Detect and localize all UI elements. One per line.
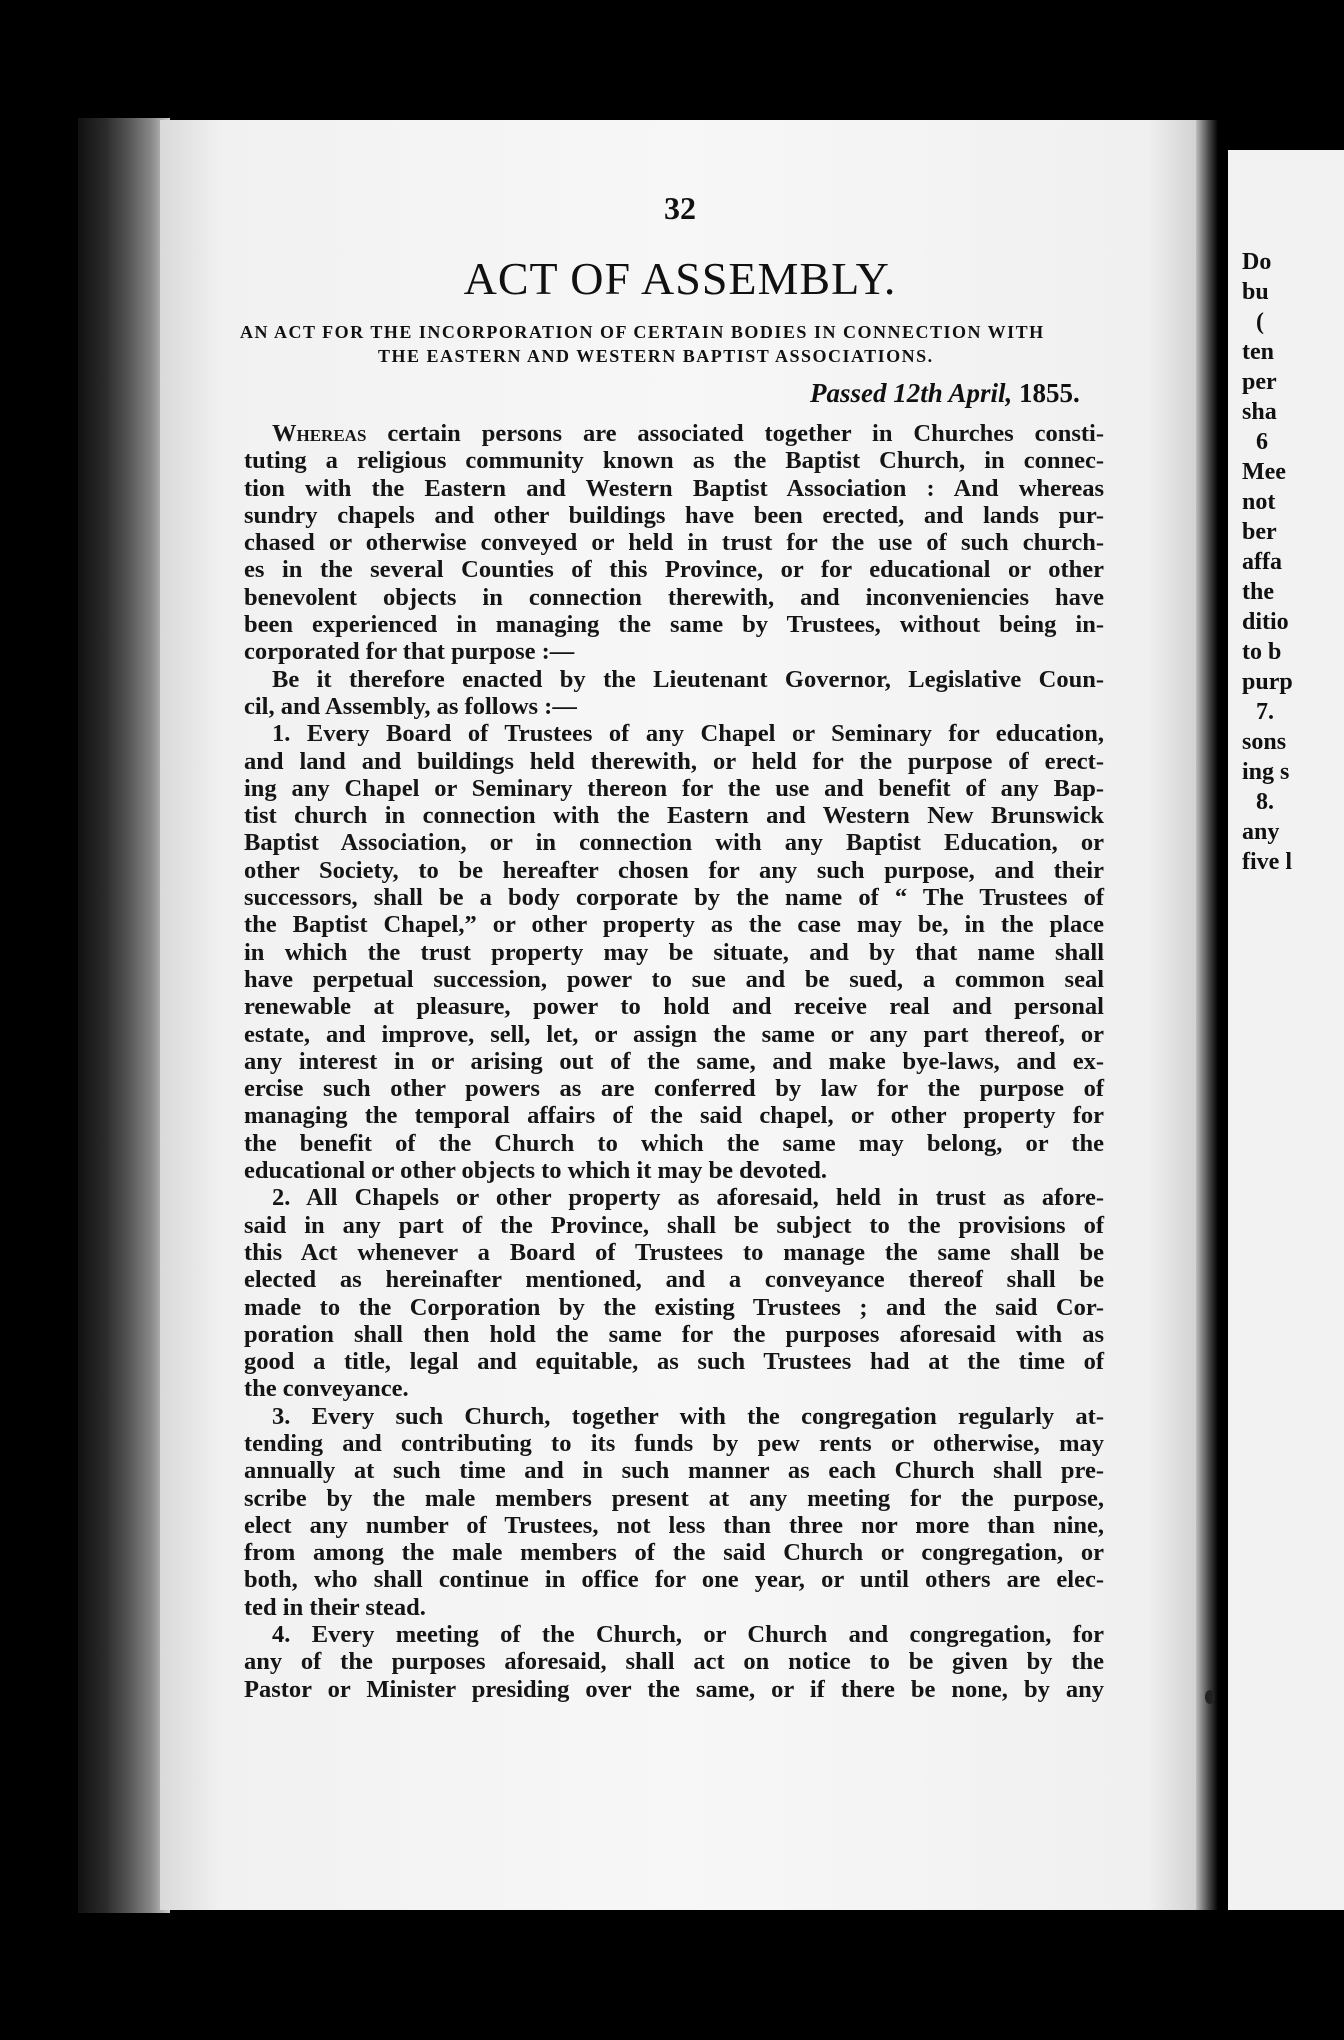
body-line: poration shall then hold the same for the purposes aforesaid with as bbox=[244, 1320, 1104, 1348]
body-line: tuting a religious community known as the Baptist Church, in connec- bbox=[244, 447, 1104, 475]
facing-page-line: purp bbox=[1242, 669, 1293, 695]
body-line: es in the several Counties of this Province, or for educational or other bbox=[244, 556, 1104, 584]
facing-page-line: the bbox=[1242, 579, 1274, 605]
body-line: renewable at pleasure, power to hold and receive real and personal bbox=[244, 993, 1104, 1021]
body-line: Pastor or Minister presiding over the same, or if there be none, by any bbox=[244, 1675, 1104, 1703]
body-line: the Baptist Chapel,” or other property as the case may be, in the place bbox=[244, 911, 1104, 939]
act-subtitle-line-2: THE EASTERN AND WESTERN BAPTIST ASSOCIATIONS. bbox=[378, 346, 934, 366]
body-line: both, who shall continue in office for one year, or until others are elec- bbox=[244, 1566, 1104, 1594]
facing-page-fragment bbox=[1228, 150, 1344, 1910]
act-body-text bbox=[244, 420, 1104, 1703]
page-gutter-shadow bbox=[1196, 120, 1218, 1910]
body-line: elect any number of Trustees, not less than three nor more than nine, bbox=[244, 1511, 1104, 1539]
facing-page-line: affa bbox=[1242, 549, 1282, 575]
facing-page-line: bu bbox=[1242, 279, 1269, 305]
body-line: successors, shall be a body corporate by the name of “ The Trustees of bbox=[244, 884, 1104, 912]
passed-date bbox=[810, 378, 1080, 409]
body-line: estate, and improve, sell, let, or assign the same or any part thereof, or bbox=[244, 1020, 1104, 1048]
body-line: 3. Every such Church, together with the congregation regularly at- bbox=[272, 1402, 1104, 1430]
body-line: and land and buildings held therewith, or held for the purpose of erect- bbox=[244, 747, 1104, 775]
body-line: any of the purposes aforesaid, shall act on notice to be given by the bbox=[244, 1648, 1104, 1676]
facing-page-line: to b bbox=[1242, 639, 1282, 665]
body-line: tion with the Eastern and Western Baptist Association : And whereas bbox=[244, 474, 1104, 502]
passed-date-label: Passed 12th April, bbox=[810, 378, 1013, 408]
body-line: in which the trust property may be situate, and by that name shall bbox=[244, 938, 1104, 966]
ink-speck bbox=[1205, 1690, 1215, 1704]
body-line: educational or other objects to which it may be devoted. bbox=[244, 1157, 827, 1185]
body-line: sundry chapels and other buildings have been erected, and lands pur- bbox=[244, 501, 1104, 529]
facing-page-line: Mee bbox=[1242, 459, 1286, 485]
facing-page-line: 6 bbox=[1256, 429, 1268, 455]
body-line: other Society, to be hereafter chosen for any such purpose, and their bbox=[244, 856, 1104, 884]
body-line: the conveyance. bbox=[244, 1375, 409, 1403]
passed-date-year: 1855. bbox=[1019, 378, 1080, 408]
body-line: said in any part of the Province, shall be subject to the provisions of bbox=[244, 1211, 1104, 1239]
body-line: good a title, legal and equitable, as such Trustees had at the time of bbox=[244, 1348, 1104, 1376]
facing-page-line: sons bbox=[1242, 729, 1287, 755]
facing-page-line: not bbox=[1242, 489, 1276, 515]
body-line: ing any Chapel or Seminary thereon for the use and benefit of any Bap- bbox=[244, 774, 1104, 802]
body-line: tending and contributing to its funds by pew rents or otherwise, may bbox=[244, 1429, 1104, 1457]
body-line: scribe by the male members present at any meeting for the purpose, bbox=[244, 1484, 1104, 1512]
body-line: annually at such time and in such manner as each Church shall pre- bbox=[244, 1457, 1104, 1485]
facing-page-line: five l bbox=[1242, 849, 1292, 875]
body-line: elected as hereinafter mentioned, and a conveyance thereof shall be bbox=[244, 1266, 1104, 1294]
body-line: been experienced in managing the same by Trustees, without being in- bbox=[244, 611, 1104, 639]
body-line: cil, and Assembly, as follows :— bbox=[244, 692, 577, 720]
body-line: Baptist Association, or in connection with any Baptist Education, or bbox=[244, 829, 1104, 857]
body-line: ercise such other powers as are conferred by law for the purpose of bbox=[244, 1075, 1104, 1103]
body-line: made to the Corporation by the existing Trustees ; and the said Cor- bbox=[244, 1293, 1104, 1321]
body-line: Be it therefore enacted by the Lieutenant Governor, Legislative Coun- bbox=[272, 665, 1104, 693]
facing-page-line: ditio bbox=[1242, 609, 1289, 635]
body-line: chased or otherwise conveyed or held in trust for the use of such church- bbox=[244, 529, 1104, 557]
body-line: 1. Every Board of Trustees of any Chapel or Seminary for education, bbox=[272, 720, 1104, 748]
body-line: 4. Every meeting of the Church, or Church and congregation, for bbox=[272, 1621, 1104, 1649]
facing-page-line: ten bbox=[1242, 339, 1274, 365]
body-line: tist church in connection with the Eastern and Western New Brunswick bbox=[244, 802, 1104, 830]
page-title: ACT OF ASSEMBLY. bbox=[463, 253, 897, 304]
book-spine-edge bbox=[78, 118, 170, 1913]
body-line: corporated for that purpose :— bbox=[244, 638, 575, 666]
body-line: the benefit of the Church to which the same may belong, or the bbox=[244, 1129, 1104, 1157]
act-subtitle-line-1: AN ACT FOR THE INCORPORATION OF CERTAIN BODIES IN CONNECTION WITH bbox=[240, 322, 1045, 342]
facing-page-line: any bbox=[1242, 819, 1280, 845]
facing-page-line: ing s bbox=[1242, 759, 1290, 785]
body-line: from among the male members of the said Church or congregation, or bbox=[244, 1539, 1104, 1567]
facing-page-line: per bbox=[1242, 369, 1277, 395]
facing-page-line: sha bbox=[1242, 399, 1277, 425]
body-line: have perpetual succession, power to sue and be sued, a common seal bbox=[244, 965, 1104, 993]
facing-page-line: ( bbox=[1256, 309, 1264, 335]
facing-page-line: 8. bbox=[1256, 789, 1274, 815]
body-line: ted in their stead. bbox=[244, 1593, 426, 1621]
page-number: 32 bbox=[664, 190, 696, 226]
body-line: 2. All Chapels or other property as aforesaid, held in trust as afore- bbox=[272, 1184, 1104, 1212]
body-line: managing the temporal affairs of the said chapel, or other property for bbox=[244, 1102, 1104, 1130]
body-line: Whereas certain persons are associated together in Churches consti- bbox=[272, 420, 1104, 447]
facing-page-line: 7. bbox=[1256, 699, 1274, 725]
facing-page-line: Do bbox=[1242, 249, 1272, 275]
body-line: any interest in or arising out of the same, and make bye-laws, and ex- bbox=[244, 1047, 1104, 1075]
body-line: this Act whenever a Board of Trustees to manage the same shall be bbox=[244, 1238, 1104, 1266]
facing-page-line: ber bbox=[1242, 519, 1277, 545]
body-line: benevolent objects in connection therewith, and inconveniencies have bbox=[244, 583, 1104, 611]
